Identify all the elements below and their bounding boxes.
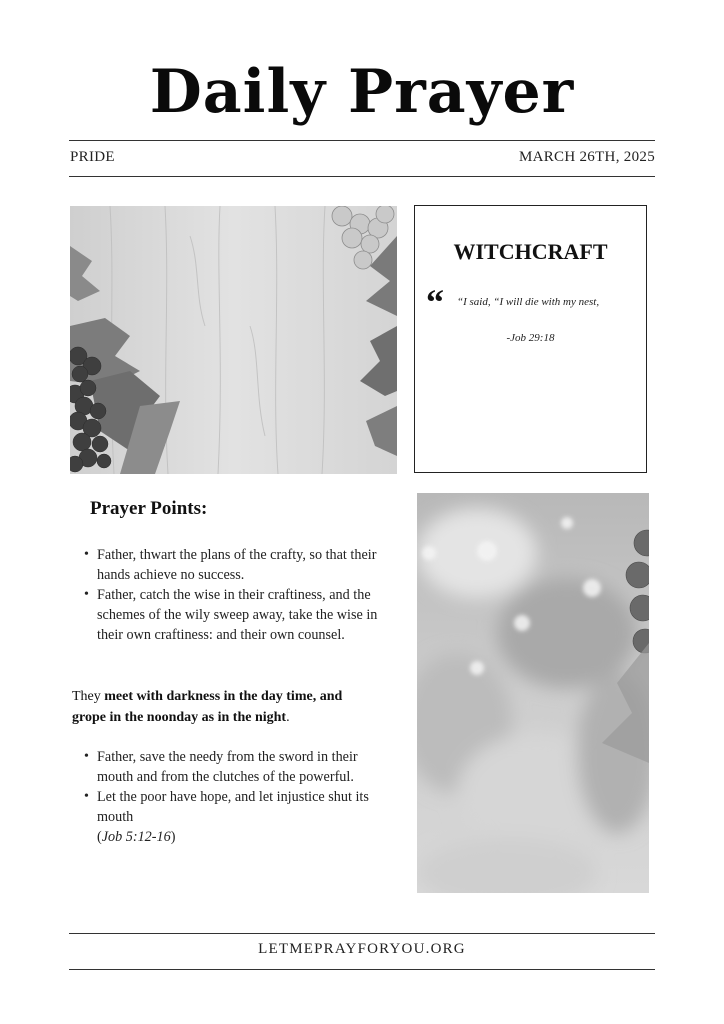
quote-text: “I said, “I will die with my nest, [457,296,600,308]
quote-heading: WITCHCRAFT [453,239,608,264]
quote-mark-icon: “ [426,282,444,322]
quote-reference: -Job 29:18 [506,332,555,344]
list-item: • Father, catch the wise in their craftiness, and the schemes of the wily sweep away, take the wise in their own craftiness: and their own counsel. [84,587,378,643]
list-item: • Father, save the needy from the sword in their mouth and from the clutches of the powerful. [84,749,358,785]
header-top-rule [69,140,655,141]
list-item: • Father, thwart the plans of the crafty, so that their hands achieve no success. [84,547,377,583]
scripture-paragraph: They meet with darkness in the day time, and grope in the noonday as in the night. [72,689,343,725]
topic-label: PRIDE [70,149,115,165]
prayer-points-heading: Prayer Points: [90,498,208,519]
footer-top-rule [69,933,655,934]
page-title: Daily Prayer [149,57,575,127]
header-bottom-rule [69,176,655,177]
grapes-table-image [70,206,397,474]
scripture-reference: (Job 5:12-16) [97,829,176,845]
quote-box [414,205,647,473]
footer-website: LETMEPRAYFORYOU.ORG [258,941,466,957]
prayer-list-1 [84,545,382,645]
vine-leaves-image [417,493,649,893]
prayer-list-2 [84,747,382,847]
date-label: MARCH 26TH, 2025 [518,149,655,165]
list-item: • Let the poor have hope, and let injustice shut its mouth [84,789,369,825]
footer-bottom-rule [69,969,655,970]
